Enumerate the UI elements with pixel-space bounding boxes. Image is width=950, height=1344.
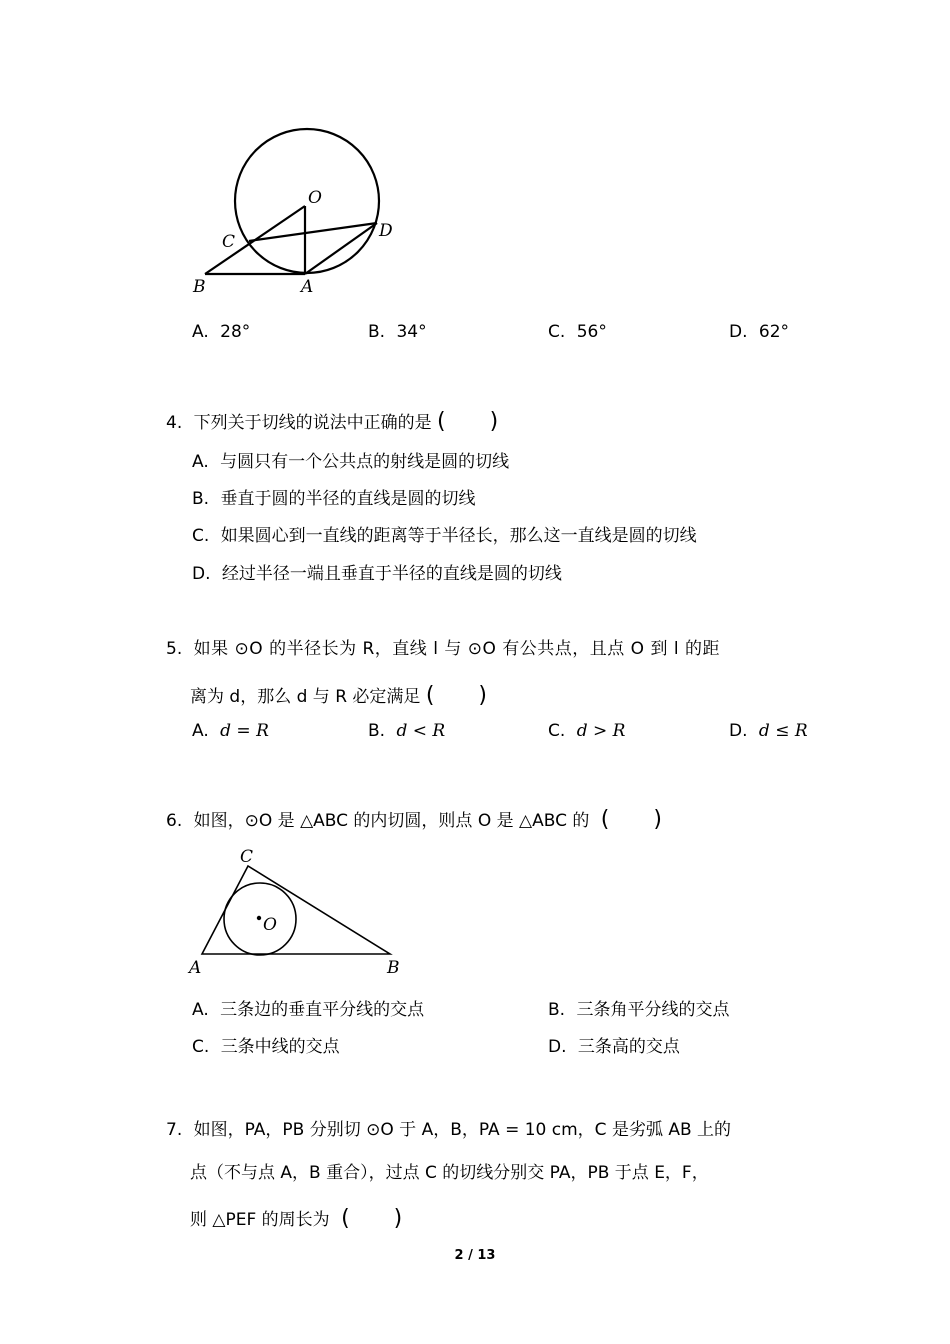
q3-label-a: A: [301, 277, 314, 297]
q3-circle-o: [235, 129, 379, 273]
q3-option-a-letter: A.: [192, 322, 209, 342]
q4-number: 4.: [166, 413, 183, 433]
page-number: 2 / 13: [454, 1248, 496, 1263]
q5-option-c-letter: C.: [548, 721, 566, 741]
q6-option-c-letter: C.: [192, 1037, 210, 1057]
q3-label-c: C: [222, 232, 236, 252]
q5-option-d-text: d ≤ R: [758, 721, 808, 741]
q5-option-a[interactable]: [192, 721, 269, 741]
q3-option-c-letter: C.: [548, 322, 566, 342]
q5-option-b[interactable]: [368, 721, 445, 741]
q3-option-d-letter: D.: [729, 322, 748, 342]
q6-answer-blank: ( ): [600, 807, 662, 832]
q3-option-a[interactable]: [192, 322, 250, 342]
q3-label-d: D: [379, 221, 393, 241]
q3-option-d-text: 62°: [758, 322, 790, 342]
q7-stem-line1: [166, 1115, 731, 1140]
q6-option-b-letter: B.: [548, 1000, 566, 1020]
q6-option-b[interactable]: [548, 995, 729, 1020]
q5-number: 5.: [166, 639, 183, 659]
q7-number: 7.: [166, 1120, 183, 1140]
q5-option-c[interactable]: [548, 721, 625, 741]
q5-option-b-letter: B.: [368, 721, 386, 741]
q6-stem-text: 如图，⊙O 是 △ABC 的内切圆，则点 O 是 △ABC 的: [193, 811, 590, 831]
q3-option-c-text: 56°: [576, 322, 607, 342]
q4-option-a-text: 与圆只有一个公共点的射线是圆的切线: [220, 452, 510, 472]
q6-center-dot: [257, 916, 261, 920]
q6-option-d-letter: D.: [548, 1037, 567, 1057]
q6-option-d[interactable]: [548, 1032, 680, 1057]
q6-label-c: C: [240, 847, 254, 867]
q3-option-d[interactable]: [729, 322, 789, 342]
q3-option-b[interactable]: [368, 322, 427, 342]
q5-line1-text: 如果 ⊙O 的半径长为 R，直线 l 与 ⊙O 有公共点，且点 O 到 l 的距: [193, 639, 720, 659]
q4-option-b[interactable]: [192, 484, 475, 509]
q6-option-c-text: 三条中线的交点: [220, 1037, 340, 1057]
q6-number: 6.: [166, 811, 183, 831]
q4-option-b-letter: B.: [192, 489, 210, 509]
q7-line3-text: 则 △PEF 的周长为: [190, 1210, 330, 1230]
q5-option-a-text: d = R: [220, 721, 269, 741]
q6-triangle-abc: [202, 866, 390, 954]
q6-option-a-letter: A.: [192, 1000, 209, 1020]
q4-option-a[interactable]: [192, 447, 509, 472]
q6-figure: [180, 838, 420, 983]
q7-line1-text: 如图，PA，PB 分别切 ⊙O 于 A，B，PA = 10 cm，C 是劣弧 AB 上的: [193, 1120, 732, 1140]
q5-stem-line2: [190, 678, 487, 709]
q6-option-c[interactable]: [192, 1032, 340, 1057]
q7-stem-line3: [190, 1201, 402, 1232]
q3-option-b-text: 34°: [396, 322, 427, 342]
q5-option-c-text: d > R: [576, 721, 626, 741]
q4-option-c[interactable]: [192, 521, 697, 546]
q6-label-b: B: [387, 958, 400, 978]
q5-line2-text: 离为 d，那么 d 与 R 必定满足: [190, 687, 421, 707]
q4-option-c-text: 如果圆心到一直线的距离等于半径长，那么这一直线是圆的切线: [220, 526, 697, 546]
q4-option-d-letter: D.: [192, 564, 211, 584]
q6-option-a[interactable]: [192, 995, 424, 1020]
q7-line2-text: 点（不与点 A，B 重合），过点 C 的切线分别交 PA，PB 于点 E，F，: [190, 1163, 709, 1183]
q6-option-d-text: 三条高的交点: [577, 1037, 680, 1057]
q5-answer-blank: ( ): [425, 683, 487, 708]
q5-option-b-text: d < R: [396, 721, 446, 741]
q4-option-c-letter: C.: [192, 526, 210, 546]
q3-label-b: B: [193, 277, 206, 297]
q4-option-d-text: 经过半径一端且垂直于半径的直线是圆的切线: [221, 564, 562, 584]
q4-option-a-letter: A.: [192, 452, 209, 472]
q7-stem-line2: [190, 1158, 709, 1183]
q3-option-a-text: 28°: [220, 322, 251, 342]
q4-option-d[interactable]: [192, 559, 562, 584]
q3-figure: [185, 120, 415, 300]
q5-option-a-letter: A.: [192, 721, 209, 741]
q4-option-b-text: 垂直于圆的半径的直线是圆的切线: [220, 489, 476, 509]
q4-stem-text: 下列关于切线的说法中正确的是: [193, 413, 432, 433]
q6-option-a-text: 三条边的垂直平分线的交点: [220, 1000, 425, 1020]
q3-option-b-letter: B.: [368, 322, 386, 342]
q7-answer-blank: ( ): [341, 1206, 403, 1231]
q5-option-d[interactable]: [729, 721, 808, 741]
q4-answer-blank: ( ): [437, 409, 499, 434]
q3-label-o: O: [308, 188, 322, 208]
q6-label-a: A: [189, 958, 202, 978]
q6-label-o: O: [263, 915, 277, 935]
q6-option-b-text: 三条角平分线的交点: [576, 1000, 730, 1020]
q3-option-c[interactable]: [548, 322, 607, 342]
q4-stem: [166, 404, 498, 435]
q5-stem-line1: [166, 634, 720, 659]
q5-option-d-letter: D.: [729, 721, 748, 741]
q6-stem: [166, 802, 662, 833]
